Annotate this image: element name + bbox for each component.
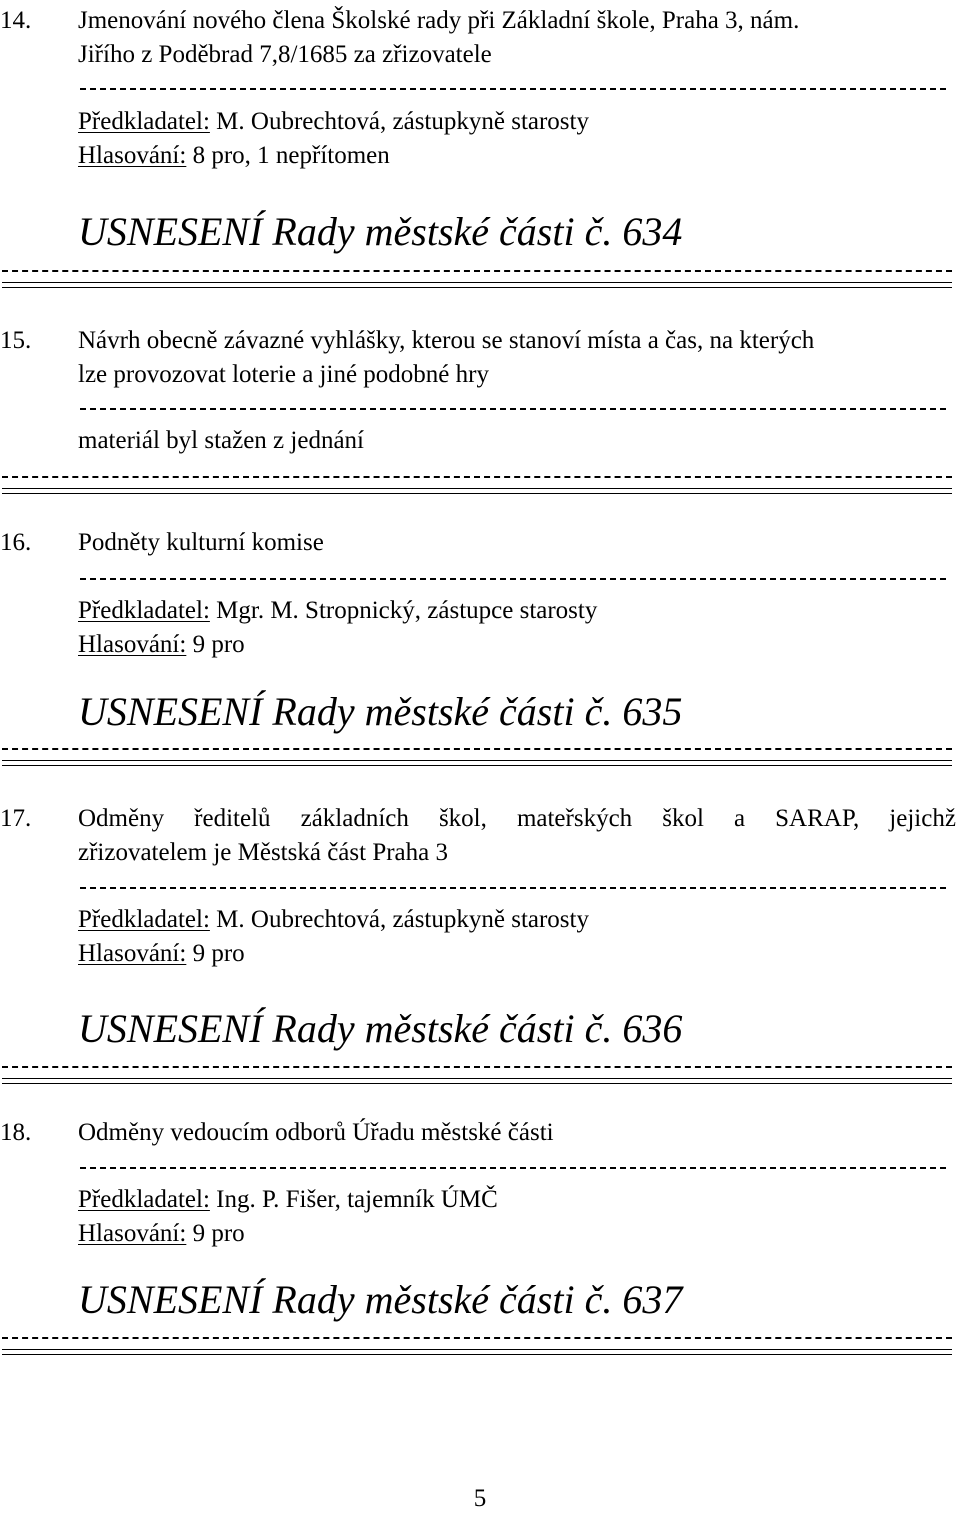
vote-line	[78, 628, 245, 662]
resolution-heading: USNESENÍ Rady městské části č. 636	[78, 1006, 683, 1051]
vote-line	[78, 139, 390, 173]
vote-line	[78, 1217, 245, 1251]
separator-dashed	[2, 1337, 952, 1339]
proposer-label: Předkladatel:	[78, 108, 210, 135]
vote-value: 9 pro	[186, 631, 245, 658]
vote-line	[78, 937, 245, 971]
title-word: a	[733, 805, 746, 832]
item-title-line: Odměny vedoucím odborů Úřadu městské části	[78, 1119, 554, 1146]
separator-double	[2, 488, 952, 494]
separator-dashed	[2, 1066, 952, 1068]
proposer-value: M. Oubrechtová, zástupkyně starosty	[209, 108, 589, 135]
item-title-line: Jiřího z Poděbrad 7,8/1685 za zřizovatele	[78, 41, 492, 68]
separator-double	[2, 282, 952, 288]
vote-value: 9 pro	[186, 1220, 245, 1247]
separator-dashed	[2, 270, 952, 272]
item-title-line: Jmenování nového člena Školské rady při Základní škole, Praha 3, nám.	[78, 7, 800, 34]
proposer-value: Mgr. M. Stropnický, zástupce starosty	[209, 597, 598, 624]
proposer-line	[78, 1183, 498, 1217]
proposer-value: Ing. P. Fišer, tajemník ÚMČ	[209, 1186, 498, 1213]
resolution-heading: USNESENÍ Rady městské části č. 635	[78, 689, 683, 734]
item-note: materiál byl stažen z jednání	[78, 427, 364, 454]
proposer-label: Předkladatel:	[78, 1186, 210, 1213]
title-word: škol	[662, 805, 704, 832]
title-word: jejichž	[889, 805, 956, 832]
resolution-heading: USNESENÍ Rady městské části č. 637	[78, 1277, 683, 1322]
item-number: 18.	[0, 1119, 32, 1146]
separator-dashed	[80, 88, 946, 90]
vote-value: 8 pro, 1 nepřítomen	[186, 142, 390, 169]
proposer-line	[78, 903, 589, 937]
item-title-line: zřizovatelem je Městská část Praha 3	[78, 839, 448, 866]
title-word: škol,	[438, 805, 487, 832]
item-number: 16.	[0, 529, 32, 556]
separator-dashed	[2, 748, 952, 750]
item-title-line: lze provozovat loterie a jiné podobné hry	[78, 361, 489, 388]
item-number: 17.	[0, 805, 32, 832]
proposer-label: Předkladatel:	[78, 597, 210, 624]
title-word: ředitelů	[194, 805, 271, 832]
item-number: 15.	[0, 327, 32, 354]
vote-label: Hlasování:	[78, 940, 187, 967]
page-number: 5	[473, 1485, 487, 1512]
item-number: 14.	[0, 7, 32, 34]
proposer-value: M. Oubrechtová, zástupkyně starosty	[209, 906, 589, 933]
title-word: SARAP,	[775, 805, 860, 832]
vote-label: Hlasování:	[78, 142, 187, 169]
separator-dashed	[80, 408, 946, 410]
separator-double	[2, 1078, 952, 1084]
separator-dashed	[80, 887, 946, 889]
separator-double	[2, 1349, 952, 1355]
item-title-line: Návrh obecně závazné vyhlášky, kterou se stanoví místa a čas, na kterých	[78, 327, 815, 354]
resolution-heading: USNESENÍ Rady městské části č. 634	[78, 209, 683, 254]
separator-double	[2, 760, 952, 766]
title-word: základních	[300, 805, 409, 832]
item-title-line: Podněty kulturní komise	[78, 529, 324, 556]
item-title-line	[78, 802, 956, 836]
vote-label: Hlasování:	[78, 1220, 187, 1247]
separator-dashed	[80, 578, 946, 580]
separator-dashed	[2, 476, 952, 478]
vote-label: Hlasování:	[78, 631, 187, 658]
proposer-line	[78, 594, 597, 628]
proposer-label: Předkladatel:	[78, 906, 210, 933]
separator-dashed	[80, 1167, 946, 1169]
proposer-line	[78, 105, 589, 139]
title-word: mateřských	[516, 805, 633, 832]
title-word: Odměny	[78, 805, 165, 832]
vote-value: 9 pro	[186, 940, 245, 967]
